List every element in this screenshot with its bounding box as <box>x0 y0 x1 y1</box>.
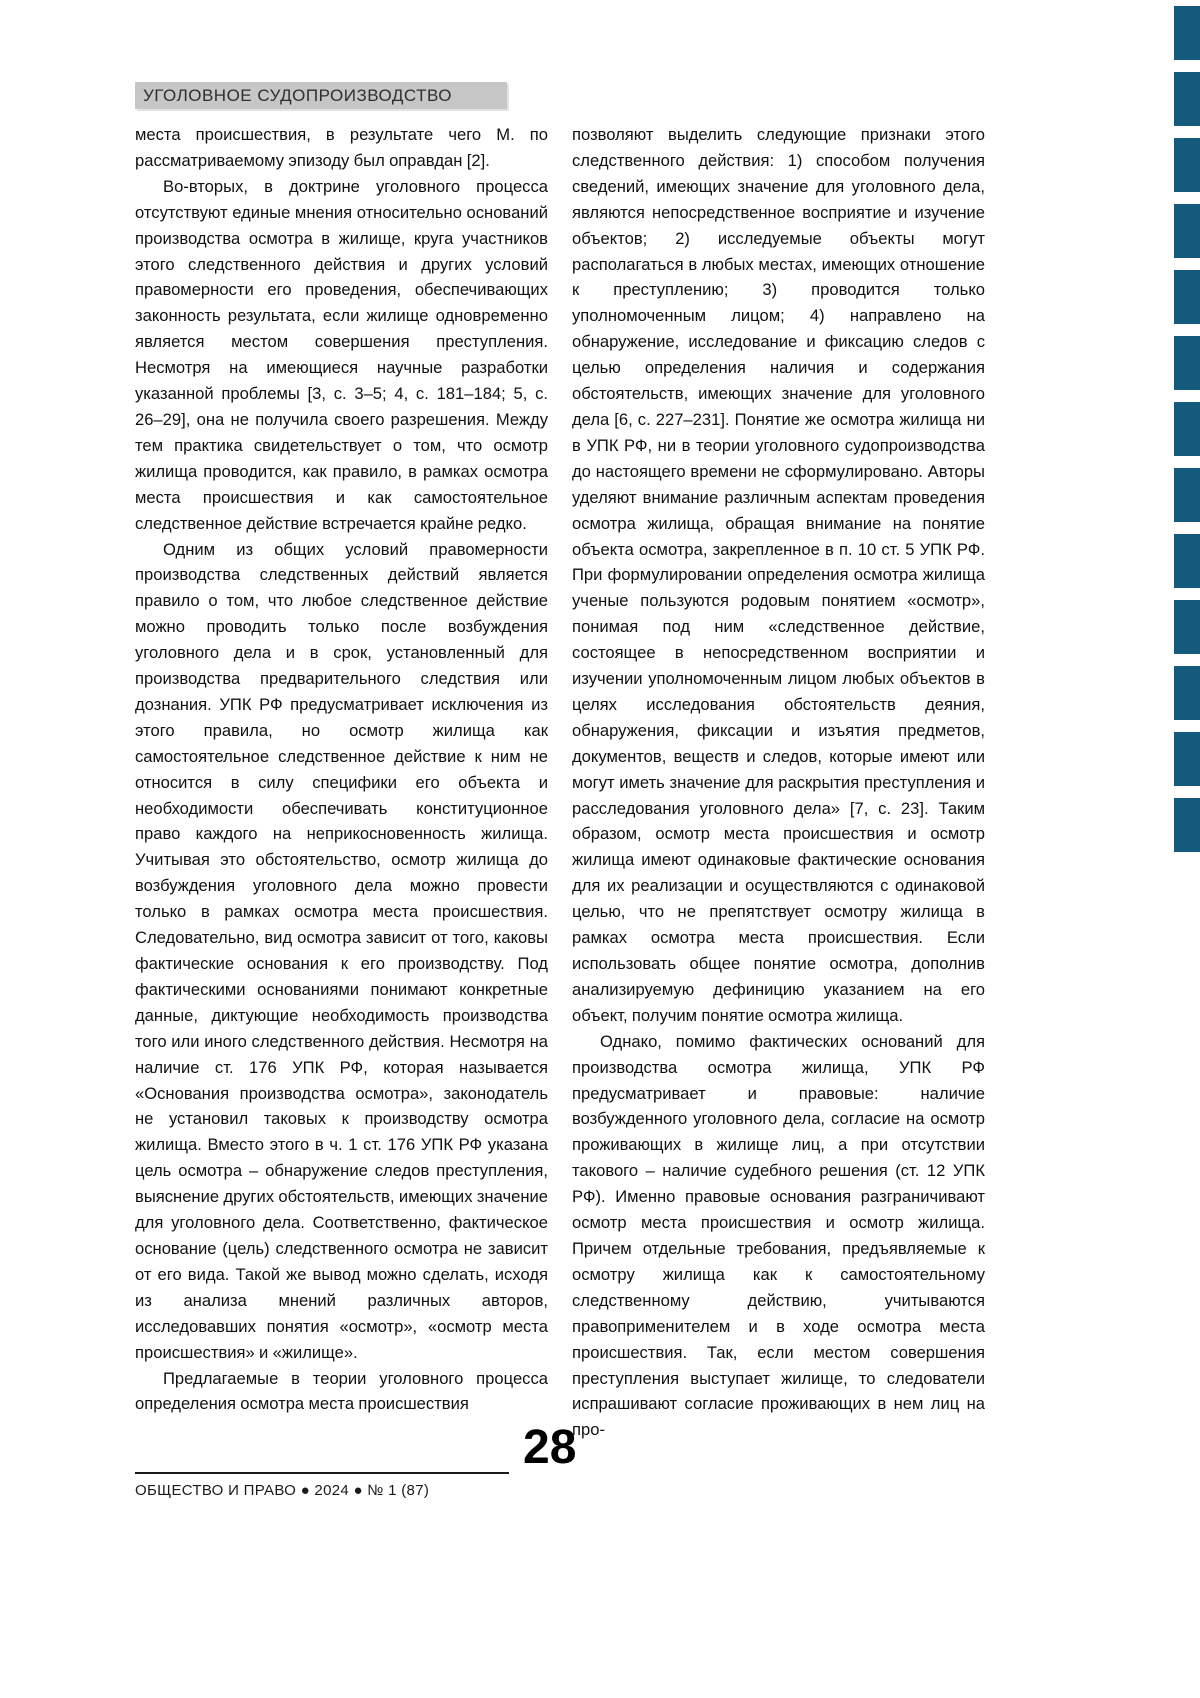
edge-tab <box>1174 270 1200 324</box>
body-paragraph: позволяют выделить следующие признаки этого следственного действия: 1) способом получения сведений, имеющих значение для уголовного дела, являются непосредственное восприятие и изучение объектов; 2) исследуемые объекты могут располагаться в любых местах, имеющих отношение к преступлению; 3) проводится только уполномоченным лицом; 4) направлено на обнаружение, исследование и фиксацию следов с целью определения наличия и содержания обстоятельств, имеющих значение для уголовного дела [6, с. 227–231]. Понятие же осмотра жилища ни в УПК РФ, ни в теории уголовного судопроизводства до настоящего времени не сформулировано. Авторы уделяют внимание различным аспектам проведения осмотра жилища, обращая внимание на понятие объекта осмотра, закрепленное в п. 10 ст. 5 УПК РФ. При формулировании определения осмотра жилища ученые пользуются родовым понятием «осмотр», понимая под ним «следственное действие, состоящее в непосредственном восприятии и изучении уполномоченным лицом любых объектов в целях исследования обстоятельств деяния, обнаружения, фиксации и изъятия предметов, документов, веществ и следов, которые имеют или могут иметь значение для раскрытия преступления и расследования уголовного дела» [7, с. 23]. Таким образом, осмотр места происшествия и осмотр жилища имеют одинаковые фактические основания для их реализации и осуществляются с одинаковой целью, что не препятствует осмотру жилища в рамках осмотра места происшествия. Если использовать общее понятие осмотра, дополнив анализируемую дефиницию указанием на его объект, получим понятие осмотра жилища. <box>572 125 985 1025</box>
left-column <box>135 122 548 1443</box>
body-paragraph: Однако, помимо фактических оснований для производства осмотра жилища, УПК РФ предусматривает и правовые: наличие возбужденного уголовного дела, согласие на осмотр проживающих в жилище лиц, а при отсутствии такового – наличие судебного решения (ст. 12 УПК РФ). Именно правовые основания разграничивают осмотр места происшествия и осмотр жилища. Причем отдельные требования, предъявляемые к осмотру жилища как к самостоятельному следственному действию, учитываются правоприменителем и в ходе осмотра места происшествия. Так, если местом совершения преступления выступает жилище, то следователи испрашивают согласие проживающих в нем лиц на про- <box>572 1031 985 1440</box>
edge-tab <box>1174 534 1200 588</box>
edge-tab <box>1174 798 1200 852</box>
body-paragraph: Одним из общих условий правомерности производства следственных действий является правило о том, что любое следственное действие можно проводить только после возбуждения уголовного дела и в срок, установленный для производства предварительного следствия или дознания. УПК РФ предусматривает исключения из этого правила, но осмотр жилища как самостоятельное следственное действие к ним не относится в силу специфики его объекта и необходимости обеспечивать конституционное право каждого на неприкосновенность жилища. Учитывая это обстоятельство, осмотр жилища до возбуждения уголовного дела можно провести только в рамках осмотра места происшествия. Следовательно, вид осмотра зависит от того, каковы фактические основания к его производству. Под фактическими основаниями понимают конкретные данные, диктующие необходимость производства того или иного следственного действия. Несмотря на наличие ст. 176 УПК РФ, которая называется «Основания производства осмотра», законодатель не установил таковых к производству осмотра жилища. Вместо этого в ч. 1 ст. 176 УПК РФ указана цель осмотра – обнаружение следов преступления, выяснение других обстоятельств, имеющих значение для уголовного дела. Соответственно, фактическое основание (цель) следственного осмотра не зависит от его вида. Такой же вывод можно сделать, исходя из анализа мнений различных авторов, исследовавших понятия «осмотр», «осмотр места происшествия» и «жилище». <box>135 539 548 1362</box>
edge-tab-strip <box>1174 6 1200 852</box>
edge-tab <box>1174 732 1200 786</box>
page-number: 28 <box>523 1421 577 1474</box>
edge-tab <box>1174 6 1200 60</box>
edge-tab <box>1174 138 1200 192</box>
journal-footer: ОБЩЕСТВО И ПРАВО ● 2024 ● № 1 (87) <box>135 1482 430 1499</box>
edge-tab <box>1174 72 1200 126</box>
edge-tab <box>1174 666 1200 720</box>
body-paragraph: Во-вторых, в доктрине уголовного процесса отсутствуют единые мнения относительно оснований производства осмотра в жилище, круга участников этого следственного действия и других условий правомерности его проведения, обеспечивающих законность результата, если жилище одновременно является местом совершения преступления. Несмотря на имеющиеся научные разработки указанной проблемы [3, с. 3–5; 4, с. 181–184; 5, с. 26–29], она не получила своего разрешения. Между тем практика свидетельствует о том, что осмотр жилища проводится, как правило, в рамках осмотра места происшествия и как самостоятельное следственное действие встречается крайне редко. <box>135 176 548 533</box>
body-paragraph: места происшествия, в результате чего М. по рассматриваемому эпизоду был оправдан [2]. <box>135 125 548 170</box>
section-title: УГОЛОВНОЕ СУДОПРОИЗВОДСТВО <box>143 85 452 105</box>
article-body <box>135 122 985 1443</box>
edge-tab <box>1174 402 1200 456</box>
edge-tab <box>1174 600 1200 654</box>
edge-tab <box>1174 468 1200 522</box>
body-paragraph: Предлагаемые в теории уголовного процесса определения осмотра места происшествия <box>135 1368 548 1414</box>
footer-rule <box>135 1472 509 1474</box>
edge-tab <box>1174 336 1200 390</box>
edge-tab <box>1174 204 1200 258</box>
section-header <box>135 82 507 109</box>
right-column <box>572 122 985 1443</box>
